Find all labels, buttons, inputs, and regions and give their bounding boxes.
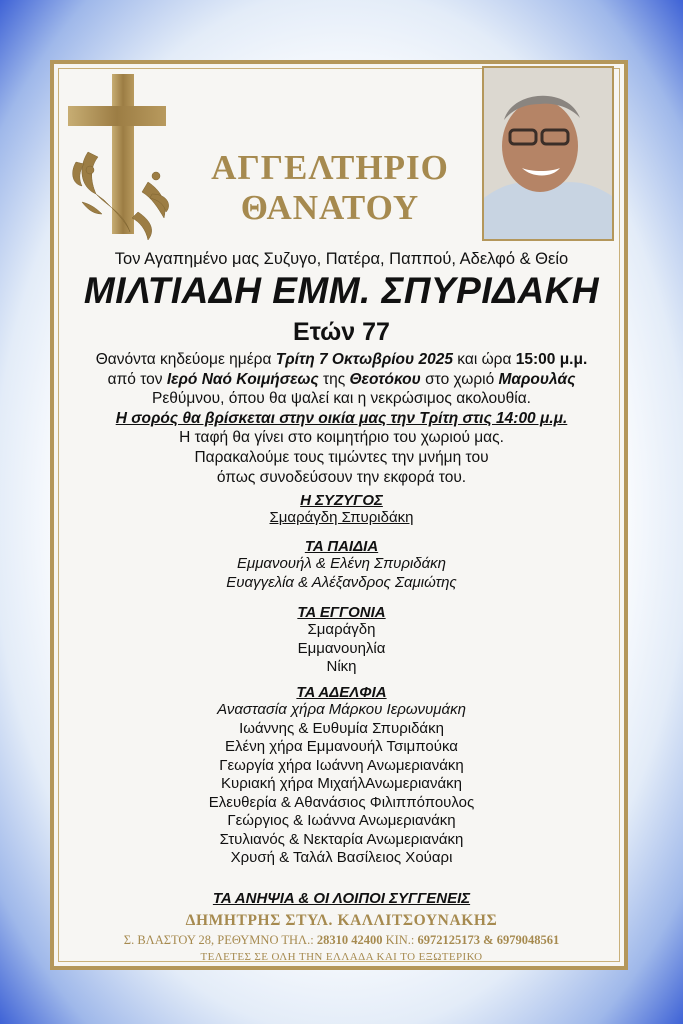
closing-line: ΤΑ ΑΝΗΨΙΑ & ΟΙ ΛΟΙΠΟΙ ΣΥΓΓΕΝΕΙΣ: [212, 890, 471, 907]
list-item: Ευαγγελία & Αλέξανδρος Σαμιώτης: [226, 573, 457, 591]
list-item: Αναστασία χήρα Μάρκου Ιερωνυμάκη: [217, 701, 466, 718]
relatives-children: [50, 538, 633, 592]
announcement: [50, 350, 633, 487]
undertaker-services: ΤΕΛΕΤΕΣ ΣΕ ΟΛΗ ΤΗΝ ΕΛΛΑΔΑ ΚΑΙ ΤΟ ΕΞΩΤΕΡΙΚΟ: [200, 951, 483, 963]
announcement-line-1: Θανόντα κηδεύομε ημέρα Τρίτη 7 Οκτωβρίου 2025 και ώρα 15:00 μ.μ.: [95, 351, 588, 368]
relatives-grandchildren: [50, 604, 633, 677]
list-item: Σμαράγδη Σπυριδάκη: [269, 509, 414, 526]
relatives-heading: ΤΑ ΠΑΙΔΙΑ: [304, 538, 379, 555]
title-line-1: ΑΓΓΕΛΤΗΡΙΟ: [211, 148, 449, 187]
announcement-line-4: Η σορός θα βρίσκεται στην οικία μας την Τρίτη στις 14:00 μ.μ.: [115, 409, 568, 427]
relatives-spouse: [50, 492, 633, 528]
list-item: Ελευθερία & Αθανάσιος Φιλιππόπουλος: [208, 793, 475, 811]
list-item: Χρυσή & Ταλάλ Βασίλειος Χούαρι: [230, 849, 453, 866]
portrait-photo: [482, 66, 614, 241]
intro-text: Τον Αγαπημένο μας Συζυγο, Πατέρα, Παππού, Αδελφό & Θείο: [114, 250, 569, 268]
relatives-heading: ΤΑ ΑΔΕΛΦΙΑ: [296, 684, 387, 701]
list-item: Εμμανουηλία: [297, 639, 386, 657]
announcement-line-2: από τον Ιερό Ναό Κοιμήσεως της Θεοτόκου στο χωριό Μαρουλάς: [107, 370, 576, 388]
list-item: Ελένη χήρα Εμμανουήλ Τσιμπούκα: [225, 738, 458, 755]
undertaker-contact: Σ. ΒΛΑΣΤΟΥ 28, ΡΕΘΥΜΝΟ ΤΗΛ.: 28310 42400 ΚΙΝ.: 6972125173 & 6979048561: [123, 933, 560, 947]
list-item: Εμμανουήλ & Ελένη Σπυριδάκη: [236, 555, 447, 572]
list-item: Κυριακή χήρα ΜιχαήλΑνωμεριανάκη: [221, 775, 462, 792]
list-item: Γεωργία χήρα Ιωάννη Ανωμεριανάκη: [219, 756, 464, 774]
announcement-line-3: Ρεθύμνου, όπου θα ψαλεί και η νεκρώσιμος ακολουθία.: [152, 390, 531, 408]
relatives-siblings: [50, 684, 633, 868]
deceased-age: Ετών 77: [293, 318, 390, 346]
list-item: Ιωάννης & Ευθυμία Σπυριδάκη: [239, 719, 444, 737]
list-item: Στυλιανός & Νεκταρία Ανωμεριανάκη: [219, 830, 464, 848]
cross-icon: [68, 72, 176, 242]
title-line-2: ΘΑΝΑΤΟΥ: [240, 188, 420, 227]
relatives-heading: ΤΑ ΕΓΓΟΝΙΑ: [297, 604, 386, 621]
list-item: Σμαράγδη: [307, 621, 376, 638]
undertaker-name: ΔΗΜΗΤΡΗΣ ΣΤΥΛ. ΚΑΛΛΙΤΣΟΥΝΑΚΗΣ: [185, 912, 498, 929]
announcement-line-6: Παρακαλούμε τους τιμώντες την μνήμη του: [194, 448, 489, 466]
list-item: Γεώργιος & Ιωάννα Ανωμεριανάκη: [227, 812, 456, 829]
announcement-line-7: όπως συνοδεύσουν την εκφορά του.: [216, 468, 467, 486]
relatives-heading: Η ΣΥΖΥΓΟΣ: [300, 492, 383, 509]
page-title: [190, 148, 470, 228]
deceased-name: ΜΙΛΤΙΑΔΗ ΕΜΜ. ΣΠΥΡΙΔΑΚΗ: [83, 270, 600, 311]
announcement-line-5: Η ταφή θα γίνει στο κοιμητήριο του χωριού μας.: [179, 429, 504, 447]
list-item: Νίκη: [326, 658, 357, 675]
